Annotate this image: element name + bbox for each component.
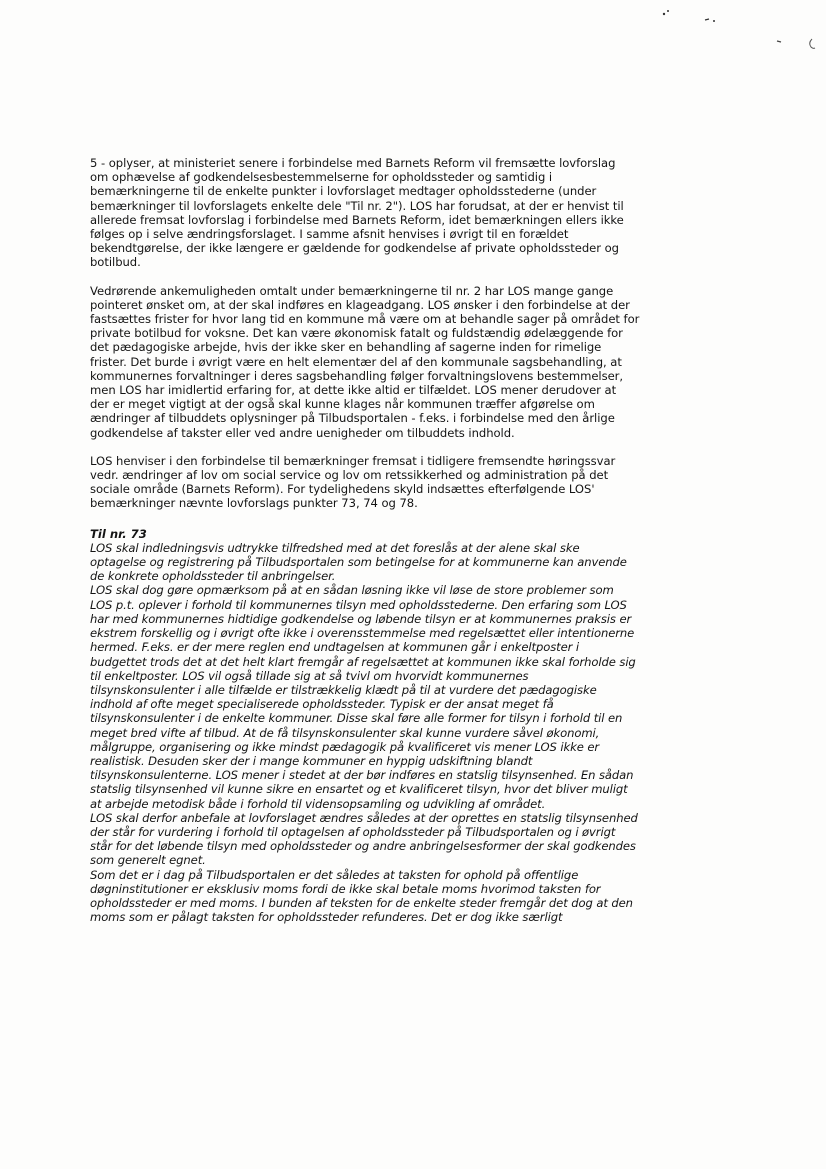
document-body <box>90 156 730 924</box>
scan-specks <box>0 0 826 80</box>
paragraph-appeal-option: Vedrørende ankemuligheden omtalt under bemærkningerne til nr. 2 har LOS mange gange pointeret ønsket om, at der skal indføres en klageadgang. LOS ønsker i den forbindelse at der fastsættes frister for hvor lang tid en kommune må være om at behandle sager på området for private botilbud for voksne. Det kan være økonomisk fatalt og fuldstændig ødelæggende for det pædagogiske arbejde, hvis der ikke sker en behandling af sagerne inden for rimelige frister. Det burde i øvrigt være en helt elementær del af den kommunale sagsbehandling, at kommunernes forvaltninger i deres sagsbehandling følger forvaltningslovens bestemmelser, men LOS har imidlertid erfaring for, at dette ikke altid er tilfældet. LOS mener derudover at der er meget vigtigt at der også skal kunne klages når kommunen træffer afgørelse om ændringer af tilbuddets oplysninger på Tilbudsportalen - f.eks. i forbindelse med den årlige godkendelse af takster eller ved andre uenigheder om tilbuddets indhold. <box>90 283 640 440</box>
section-heading-til-nr-73: Til nr. 73 <box>90 526 147 541</box>
section-body-til-nr-73: LOS skal indledningsvis udtrykke tilfredshed med at det foreslås at der alene skal ske optagelse og registrering på Tilbudsportalen som betingelse for at kommunerne kan anvende de konkrete opholdssteder til anbringelser. LOS skal dog gøre opmærksom på at en sådan løsning ikke vil løse de store problemer som LOS p.t. oplever i forhold til kommunernes tilsyn med opholdsstederne. Den erfaring som LOS har med kommunernes hidtidige godkendelse og løbende tilsyn er at kommunernes praksis er ekstrem forskellig og i øvrigt ofte ikke i overensstemmelse med regelsættet eller intentionerne hermed. F.eks. er der mere reglen end undtagelsen at kommunen går i enkeltposter i budgettet trods det at det helt klart fremgår af regelsættet at kommunen ikke skal forholde sig til enkeltposter. LOS vil også tillade sig at så tvivl om hvorvidt kommunernes tilsynskonsulenter i alle tilfælde er tilstrækkelig klædt på til at vurdere det pædagogiske indhold af ofte meget specialiserede opholdssteder. Typisk er der ansat meget få tilsynskonsulenter i de enkelte kommuner. Disse skal føre alle former for tilsyn i forhold til en meget bred vifte af tilbud. At de få tilsynskonsulenter skal kunne vurdere såvel økonomi, målgruppe, organisering og ikke mindst pædagogik på kvalificeret vis mener LOS ikke er realistisk. Desuden sker der i mange kommuner en hyppig udskiftning blandt tilsynskonsulenterne. LOS mener i stedet at der bør indføres en statslig tilsynsenhed. En sådan statslig tilsynsenhed vil kunne sikre en ensartet og et kvalificeret tilsyn, hvor det bliver muligt at arbejde metodisk både i forhold til vidensopsamling og udvikling af området. LOS skal derfor anbefale at lovforslaget ændres således at der oprettes en statslig tilsynsenhed der står for vurdering i forhold til optagelsen af opholdssteder på Tilbudsportalen og i øvrigt står for det løbende tilsyn med opholdssteder og andre anbringelsesformer der skal godkendes som generelt egnet. Som det er i dag på Tilbudsportalen er det således at taksten for ophold på offentlige døgninstitutioner er eksklusiv moms fordi de ikke skal betale moms hvorimod taksten for opholdssteder er med moms. I bunden af teksten for de enkelte steder fremgår det dog at den moms som er pålagt taksten for opholdssteder refunderes. Det er dog ikke særligt <box>90 540 638 925</box>
paragraph-ministry-reform: 5 - oplyser, at ministeriet senere i forbindelse med Barnets Reform vil fremsætte lovforslag om ophævelse af godkendelsesbestemmelserne for opholdssteder og samtidig i bemærkningerne til de enkelte punkter i lovforslaget medtager opholdsstederne (under bemærkninger til lovforslagets enkelte dele "Til nr. 2"). LOS har forudsat, at der er henvist til allerede fremsat lovforslag i forbindelse med Barnets Reform, idet bemærkningen ellers ikke følges op i selve ændringsforslaget. I samme afsnit henvises i øvrigt til en forældet bekendtgørelse, der ikke længere er gældende for godkendelse af private opholdssteder og botilbud. <box>90 156 624 270</box>
scan-speck <box>713 20 715 22</box>
scan-speck <box>777 41 781 42</box>
scan-speck <box>705 19 709 20</box>
scan-speck <box>810 39 815 48</box>
paragraph-prior-remarks: LOS henviser i den forbindelse til bemærkninger fremsat i tidligere fremsendte høringssvar vedr. ændringer af lov om social service og lov om retssikkerhed og administration på det sociale område (Barnets Reform). For tydelighedens skyld indsættes efterfølgende LOS' bemærkninger nævnte lovforslags punkter 73, 74 og 78. <box>90 453 616 511</box>
scan-speck <box>667 10 669 12</box>
scan-speck <box>663 13 665 15</box>
